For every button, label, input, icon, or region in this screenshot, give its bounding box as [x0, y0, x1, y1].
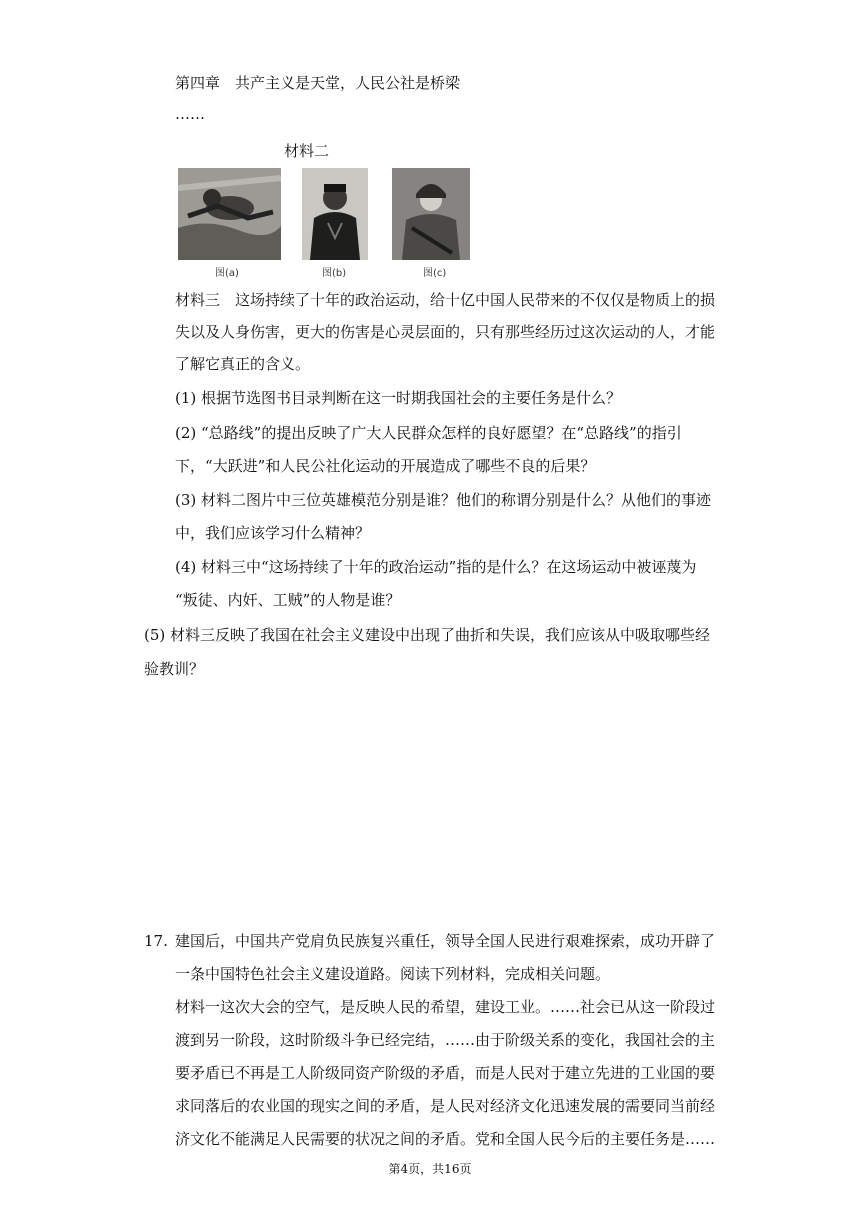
question-17-line: 材料一这次大会的空气，是反映人民的希望，建设工业。……社会已从这一阶段过 — [175, 998, 716, 1016]
caption-c: 图(c) — [423, 268, 447, 279]
question-17-line: 要矛盾已不再是工人阶级同资产阶级的矛盾，而是人民对于建立先进的工业国的要 — [175, 1064, 716, 1082]
question-2: (2) “总路线”的提出反映了广大人民群众怎样的良好愿望？在“总路线”的指引 — [175, 424, 682, 442]
material2-title: 材料二 — [284, 142, 330, 160]
photo-a-image — [178, 168, 281, 260]
question-3-cont: 中，我们应该学习什么精神？ — [175, 524, 371, 542]
question-4: (4) 材料三中“这场持续了十年的政治运动”指的是什么？在这场运动中被诬蔑为 — [175, 558, 697, 576]
ellipsis: …… — [175, 105, 205, 123]
question-5: (5) 材料三反映了我国在社会主义建设中出现了曲折和失误，我们应该从中吸取哪些经 — [144, 626, 711, 644]
question-17-line: 求同落后的农业国的现实之间的矛盾，是人民对经济文化迅速发展的需要同当前经 — [175, 1097, 716, 1115]
question-17-line: 渡到另一阶段，这时阶级斗争已经完结，……由于阶级关系的变化，我国社会的主 — [175, 1031, 716, 1049]
chapter-heading: 第四章 共产主义是天堂，人民公社是桥梁 — [175, 74, 461, 92]
material3-line: 失以及人身伤害，更大的伤害是心灵层面的，只有那些经历过这次运动的人，才能 — [175, 323, 716, 341]
page-footer: 第4页，共16页 — [388, 1162, 472, 1176]
question-3: (3) 材料二图片中三位英雄模范分别是谁？他们的称谓分别是什么？从他们的事迹 — [175, 491, 712, 509]
photo-c — [392, 168, 470, 260]
caption-b: 图(b) — [322, 268, 347, 279]
material3-line: 材料三 这场持续了十年的政治运动，给十亿中国人民带来的不仅仅是物质上的损 — [175, 291, 716, 309]
question-17-number: 17. — [144, 932, 168, 950]
question-5-cont: 验教训？ — [144, 660, 205, 678]
photo-c-image — [392, 168, 470, 260]
question-17-line: 济文化不能满足人民需要的状况之间的矛盾。党和全国人民今后的主要任务是…… — [175, 1130, 716, 1148]
caption-a: 图(a) — [215, 268, 239, 279]
question-17-line: 一条中国特色社会主义建设道路。阅读下列材料，完成相关问题。 — [175, 965, 611, 983]
photo-a — [178, 168, 281, 260]
material3-line: 了解它真正的含义。 — [175, 355, 311, 373]
photo-b-image — [302, 168, 368, 260]
photo-b — [302, 168, 368, 260]
question-17-line: 建国后，中国共产党肩负民族复兴重任，领导全国人民进行艰难探索，成功开辟了 — [175, 932, 716, 950]
question-2-cont: 下，“大跃进”和人民公社化运动的开展造成了哪些不良的后果？ — [175, 457, 596, 475]
question-1: (1) 根据节选图书目录判断在这一时期我国社会的主要任务是什么？ — [175, 389, 622, 407]
question-4-cont: “叛徒、内奸、工贼”的人物是谁？ — [175, 591, 401, 609]
